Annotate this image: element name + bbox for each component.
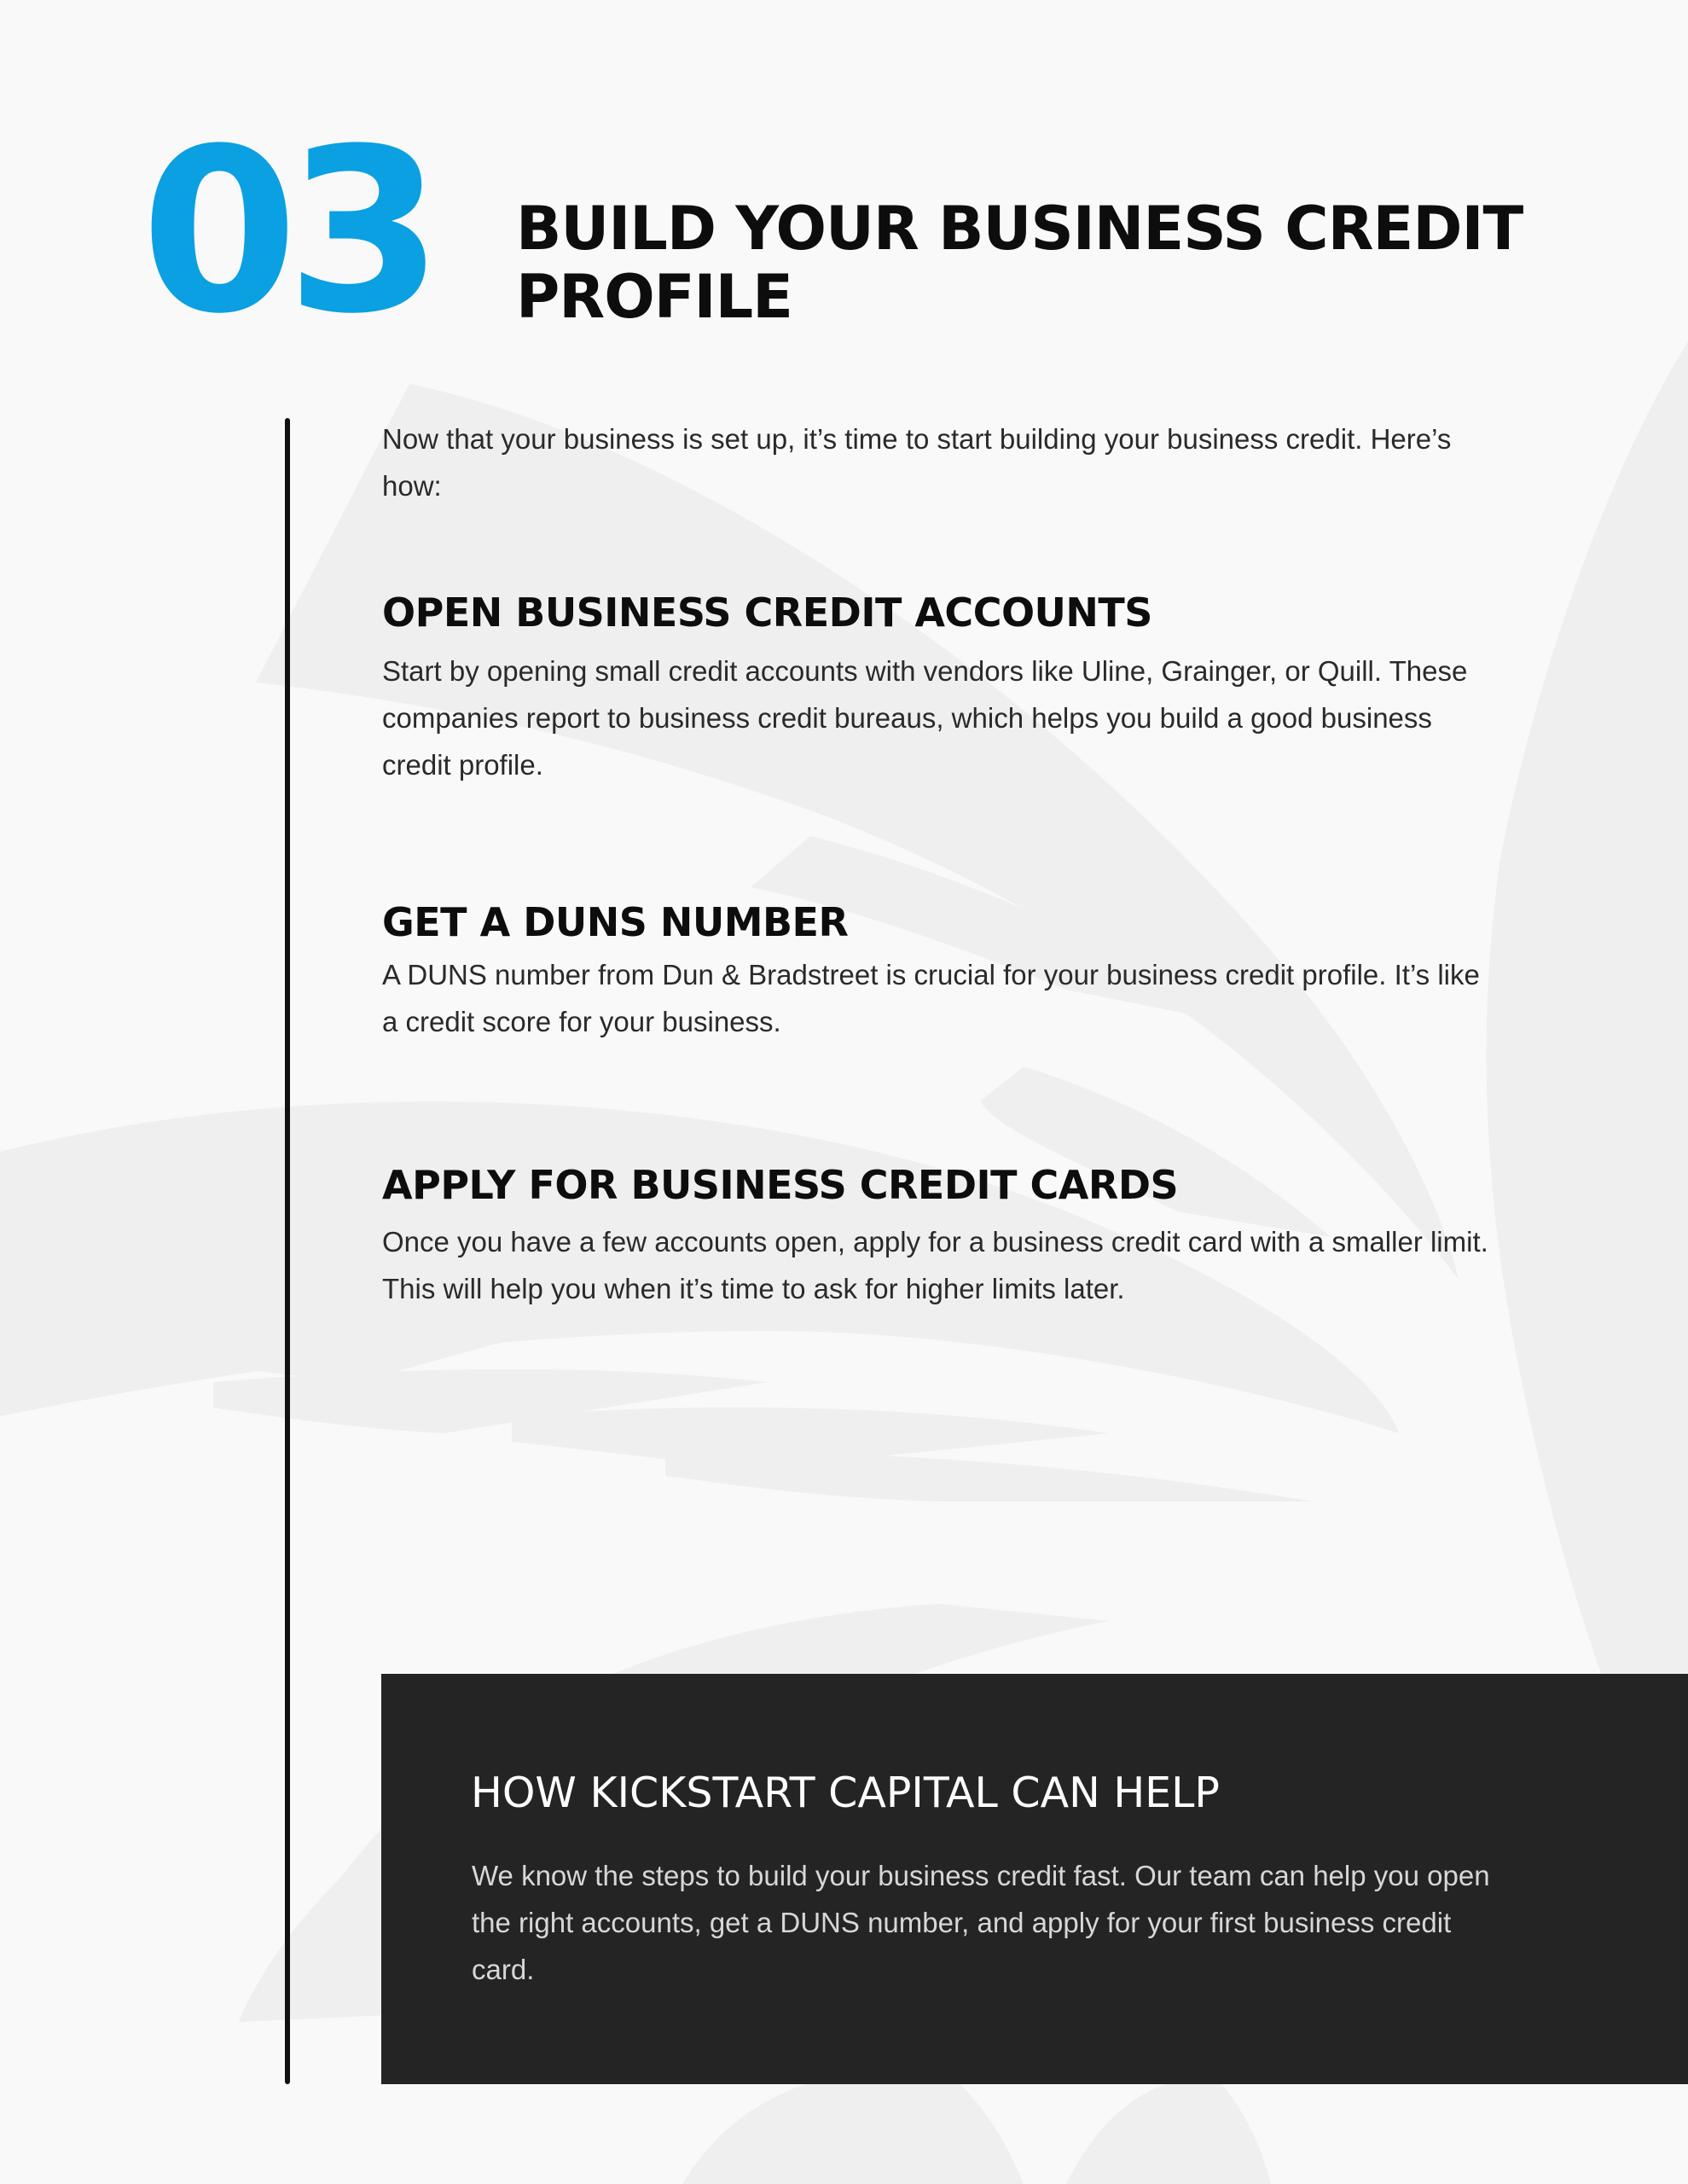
step-heading: OPEN BUSINESS CREDIT ACCOUNTS xyxy=(382,590,1152,636)
step-open-accounts xyxy=(382,589,1491,788)
step-heading: APPLY FOR BUSINESS CREDIT CARDS xyxy=(382,1162,1179,1208)
step-heading: GET A DUNS NUMBER xyxy=(382,899,849,945)
step-text: Start by opening small credit accounts with vendors like Uline, Grainger, or Quill. These companies report to business credit bureaus, which helps you build a good business credit profile. xyxy=(382,655,1468,781)
step-credit-cards xyxy=(382,1161,1491,1312)
step-text: Once you have a few accounts open, apply for a business credit card with a smaller limit. This will help you when it’s time to ask for higher limits later. xyxy=(382,1226,1488,1304)
help-callout-box xyxy=(381,1674,1688,2084)
step-text: A DUNS number from Dun & Bradstreet is crucial for your business credit profile. It’s like a credit score for your business. xyxy=(382,959,1480,1037)
step-duns-number xyxy=(382,898,1491,1045)
help-text: We know the steps to build your business credit fast. Our team can help you open the right accounts, get a DUNS number, and apply for your first business credit card. xyxy=(472,1860,1490,1985)
vertical-divider xyxy=(285,418,290,2084)
intro-paragraph: Now that your business is set up, it’s time to start building your business credit. Here’s how: xyxy=(382,423,1452,502)
section-number: 03 xyxy=(141,101,432,363)
help-title: HOW KICKSTART CAPITAL CAN HELP xyxy=(471,1769,1220,1817)
page-title: BUILD YOUR BUSINESS CREDIT PROFILE xyxy=(516,194,1523,332)
